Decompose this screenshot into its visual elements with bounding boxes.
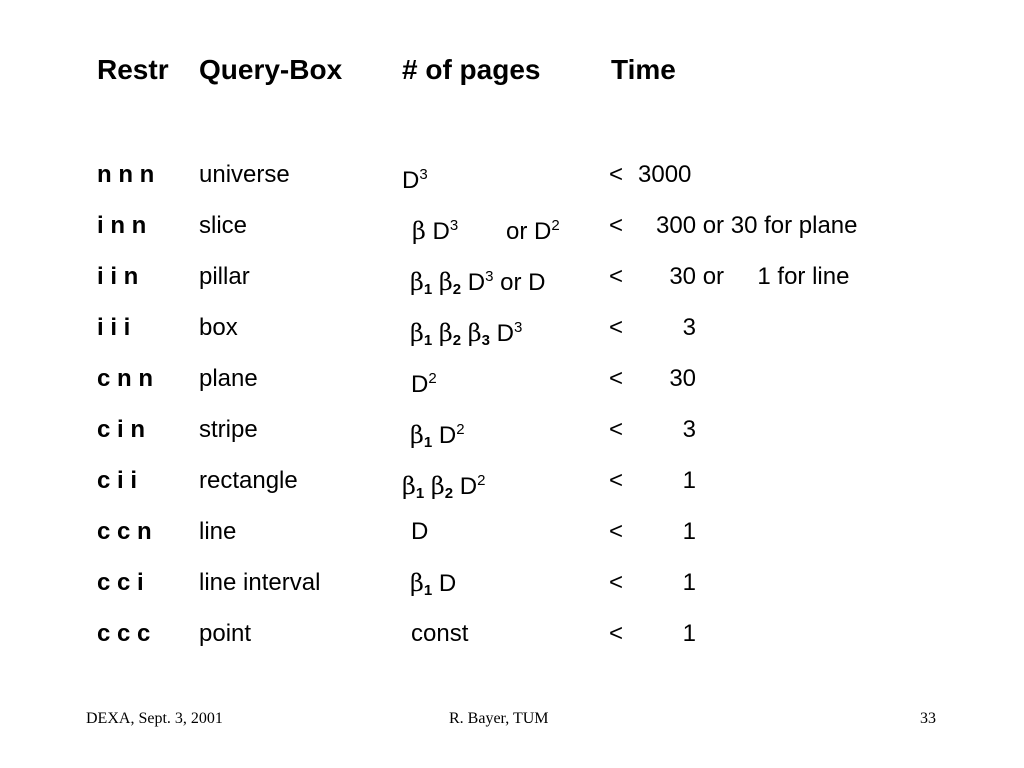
pages-cell: β1 β2 β3 $D^3$ [410,319,523,349]
query-box-cell: line [199,518,237,545]
restr-cell: c c n [97,518,152,545]
table-row [0,311,1024,351]
restr-cell: c i i [97,467,138,494]
time-value: 3000 [638,161,692,188]
restr-cell: c n n [97,365,154,392]
time-lt: < [609,161,624,188]
header-time: Time [611,54,676,85]
pages-cell: β1 β2 $D^2$ [402,472,486,502]
pages-cell: $D^3$ [402,166,428,194]
pages-cell: β1 D [410,569,457,599]
footer-left: DEXA, Sept. 3, 2001 [86,710,223,727]
time-value: 30 or 1 for line [656,263,850,290]
pages-cell: β1 β2 $D^3$ or D [410,268,546,298]
restr-cell: n n n [97,161,155,188]
table-row [0,566,1024,606]
query-box-cell: point [199,620,252,647]
time-lt: < [609,263,624,290]
time-lt: < [609,365,624,392]
footer-page-number: 33 [920,710,936,727]
table-row [0,413,1024,453]
query-box-cell: universe [199,161,290,188]
pages-cell: D [411,518,429,545]
time-value: 1 [656,467,697,494]
query-box-cell: pillar [199,263,250,290]
time-value: 1 [656,569,697,596]
time-lt: < [609,416,624,443]
restr-cell: i i i [97,314,131,341]
time-value: 1 [656,518,697,545]
table-row [0,209,1024,249]
restr-cell: c c c [97,620,151,647]
table-row [0,158,1024,198]
query-box-cell: line interval [199,569,321,596]
query-box-cell: rectangle [199,467,298,494]
pages-alt: or $D^2$ [506,217,560,245]
restr-cell: i i n [97,263,139,290]
restr-cell: i n n [97,212,147,239]
time-value: 30 [656,365,697,392]
pages-cell: β1 $D^2$ [410,421,465,451]
time-lt: < [609,518,624,545]
table-row [0,362,1024,402]
query-box-cell: plane [199,365,258,392]
time-lt: < [609,314,624,341]
query-box-cell: stripe [199,416,258,443]
pages-cell: β $D^3$ [412,217,459,245]
footer-center: R. Bayer, TUM [449,710,549,727]
pages-cell: const [411,620,469,647]
table-row [0,617,1024,657]
query-box-cell: box [199,314,238,341]
restr-cell: c c i [97,569,144,596]
table-row [0,515,1024,555]
query-box-cell: slice [199,212,248,239]
header-restr: Restr [97,54,169,85]
time-value: 300 or 30 for plane [656,212,858,239]
pages-cell: $D^2$ [411,370,437,398]
time-lt: < [609,620,624,647]
time-lt: < [609,212,624,239]
time-value: 1 [656,620,697,647]
time-value: 3 [656,416,697,443]
header-query-box: Query-Box [199,54,343,85]
header-pages: # of pages [402,54,541,85]
time-lt: < [609,467,624,494]
time-value: 3 [656,314,697,341]
time-lt: < [609,569,624,596]
table-row [0,260,1024,300]
restr-cell: c i n [97,416,146,443]
table-row [0,464,1024,504]
